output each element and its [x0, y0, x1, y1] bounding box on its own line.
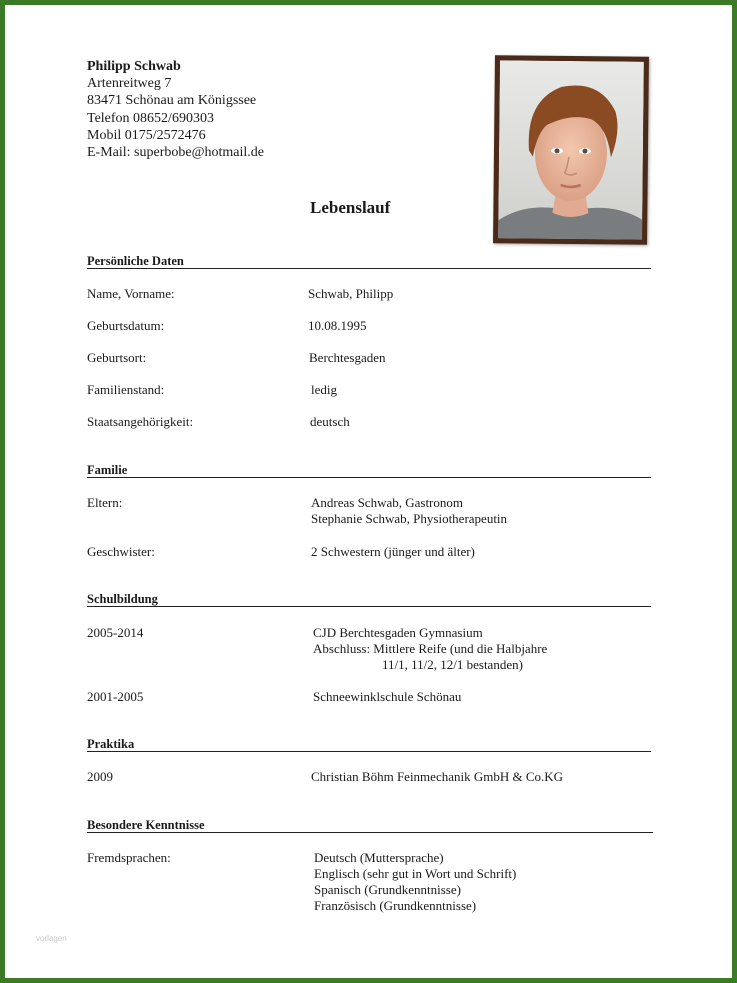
- parent-mother: Stephanie Schwab, Physiotherapeutin: [311, 511, 508, 526]
- watermark: vorlagen: [36, 934, 67, 943]
- applicant-name: Philipp Schwab: [87, 59, 181, 74]
- section-family-heading: Familie: [87, 463, 651, 478]
- language-item: Französisch (Grundkenntnisse): [314, 898, 477, 913]
- internship-company: Christian Böhm Feinmechanik GmbH & Co.KG: [311, 769, 564, 784]
- parent-father: Andreas Schwab, Gastronom: [311, 495, 463, 510]
- phone-number: Telefon 08652/690303: [87, 110, 214, 126]
- school-degree: Abschluss: Mittlere Reife (und die Halbjahre: [313, 641, 548, 656]
- label-siblings: Geschwister:: [87, 544, 155, 559]
- section-school-heading: Schulbildung: [87, 592, 651, 607]
- city-address: 83471 Schönau am Königssee: [87, 93, 257, 109]
- label-marital-status: Familienstand:: [87, 382, 165, 397]
- section-personal-heading: Persönliche Daten: [87, 254, 651, 269]
- contact-block: [87, 58, 264, 161]
- value-parents: [311, 495, 507, 527]
- label-name: Name, Vorname:: [87, 286, 175, 301]
- label-parents: Eltern:: [87, 495, 123, 510]
- language-item: Deutsch (Muttersprache): [314, 850, 444, 865]
- email-address: E-Mail: superbobe@hotmail.de: [87, 145, 264, 161]
- school-period-1: 2005-2014: [87, 625, 144, 640]
- school-name-2: Schneewinklschule Schönau: [313, 689, 462, 704]
- value-nationality: deutsch: [310, 414, 350, 429]
- value-birthplace: Berchtesgaden: [309, 350, 386, 365]
- school-name-1: CJD Berchtesgaden Gymnasium: [313, 625, 483, 640]
- value-marital-status: ledig: [311, 382, 337, 397]
- value-siblings: 2 Schwestern (jünger und älter): [311, 544, 475, 559]
- school-degree-detail: 11/1, 11/2, 12/1 bestanden): [382, 657, 523, 672]
- mobile-number: Mobil 0175/2572476: [87, 127, 206, 143]
- value-birthdate: 10.08.1995: [308, 318, 367, 333]
- applicant-photo: [493, 55, 649, 245]
- section-internships-heading: Praktika: [87, 737, 651, 752]
- internship-year: 2009: [87, 769, 113, 784]
- label-languages: Fremdsprachen:: [87, 850, 171, 865]
- label-birthdate: Geburtsdatum:: [87, 318, 165, 333]
- label-nationality: Staatsangehörigkeit:: [87, 414, 194, 429]
- language-item: Spanisch (Grundkenntnisse): [314, 882, 461, 897]
- school-period-2: 2001-2005: [87, 689, 144, 704]
- section-skills-heading: Besondere Kenntnisse: [87, 818, 653, 833]
- school-entry-1: [313, 625, 547, 673]
- language-item: Englisch (sehr gut in Wort und Schrift): [314, 866, 517, 881]
- document-title: Lebenslauf: [310, 198, 391, 217]
- street-address: Artenreitweg 7: [87, 76, 172, 92]
- portrait-image: [498, 60, 644, 239]
- value-name: Schwab, Philipp: [308, 286, 394, 301]
- language-list: [314, 850, 516, 914]
- label-birthplace: Geburtsort:: [87, 350, 147, 365]
